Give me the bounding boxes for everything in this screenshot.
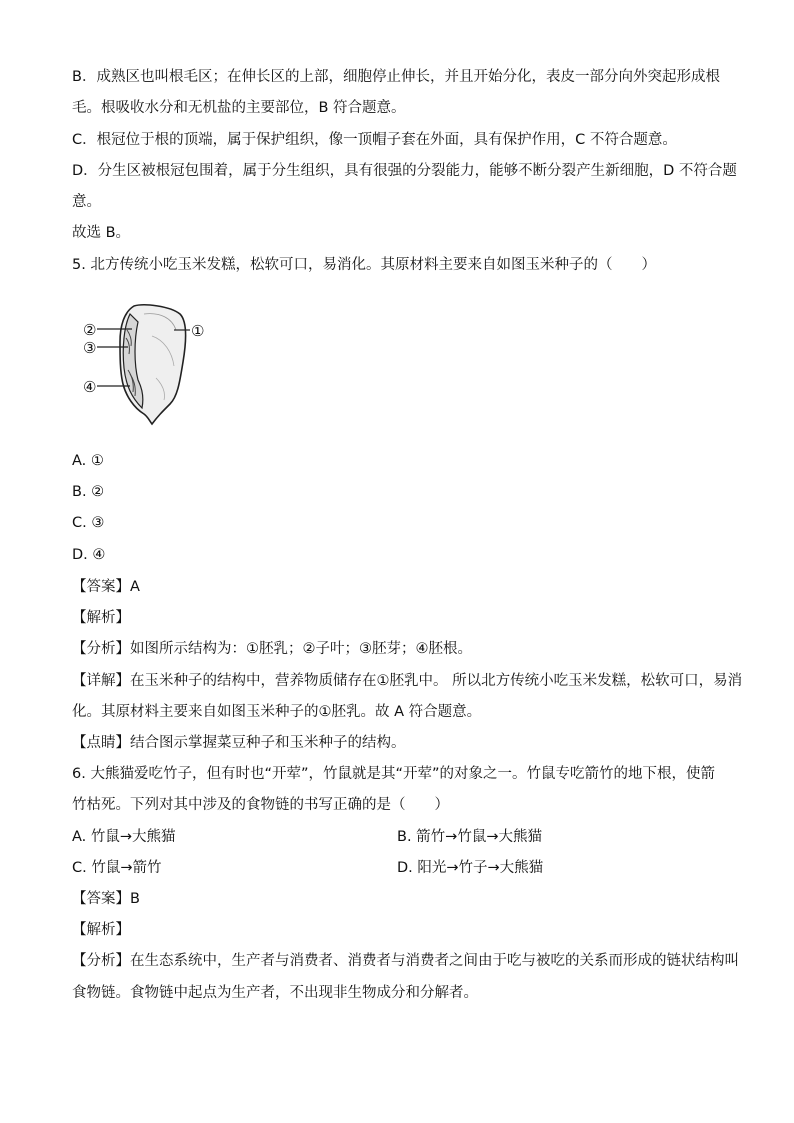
q6-stem-line-2: 竹枯死。下列对其中涉及的食物链的书写正确的是（ ） [72,797,449,813]
q6-option-a: A. 竹鼠→大熊猫 [72,829,176,845]
option-d-line-1: D．分生区被根冠包围着，属于分生组织，具有很强的分裂能力，能够不断分裂产生新细胞，D 不符合题 [72,163,737,179]
q6-option-c: C. 竹鼠→箭竹 [72,860,162,876]
label-2: ② [83,321,97,339]
option-d-line-2: 意。 [72,194,101,210]
q6-stem-line-1: 6. 大熊猫爱吃竹子，但有时也“开荤”，竹鼠就是其“开荤”的对象之一。竹鼠专吃箭竹的地下根，使箭 [72,766,715,782]
q6-analysis-title: 【解析】 [72,922,130,938]
corn-seed-illustration [72,300,232,430]
corn-seed-diagram [72,300,232,430]
q5-analysis-title: 【解析】 [72,610,130,626]
q6-option-d: D. 阳光→竹子→大熊猫 [397,860,544,876]
q5-option-a: A. ① [72,453,104,469]
q5-option-d: D. ④ [72,547,106,563]
option-b-line-1: B．成熟区也叫根毛区；在伸长区的上部，细胞停止伸长，并且开始分化，表皮一部分向外突起形成根 [72,69,720,85]
option-c-line: C．根冠位于根的顶端，属于保护组织，像一顶帽子套在外面，具有保护作用，C 不符合题意。 [72,132,677,148]
q5-dianjing: 【点睛】结合图示掌握菜豆种子和玉米种子的结构。 [72,735,406,751]
label-3: ③ [83,339,97,357]
option-b-line-2: 毛。根吸收水分和无机盐的主要部位，B 符合题意。 [72,100,406,116]
label-4: ④ [83,378,97,396]
q5-option-b: B. ② [72,484,105,500]
q5-option-c: C. ③ [72,515,105,531]
q6-fenxi-line-2: 食物链。食物链中起点为生产者，不出现非生物成分和分解者。 [72,985,478,1001]
q6-option-b: B. 箭竹→竹鼠→大熊猫 [397,829,542,845]
q6-fenxi-line-1: 【分析】在生态系统中，生产者与消费者、消费者与消费者之间由于吃与被吃的关系而形成的链状结构叫 [72,953,739,969]
q5-xiangjie-line-1: 【详解】在玉米种子的结构中，营养物质储存在①胚乳中。 所以北方传统小吃玉米发糕，松软可口，易消 [72,673,743,689]
label-1: ① [191,322,205,340]
q5-answer: 【答案】A [72,579,140,595]
q5-fenxi: 【分析】如图所示结构为：①胚乳；②子叶；③胚芽；④胚根。 [72,641,472,657]
q5-xiangjie-line-2: 化。其原材料主要来自如图玉米种子的①胚乳。故 A 符合题意。 [72,704,482,720]
q5-stem: 5. 北方传统小吃玉米发糕，松软可口，易消化。其原材料主要来自如图玉米种子的（ ） [72,257,656,273]
q6-answer: 【答案】B [72,891,140,907]
choose-line: 故选 B。 [72,225,131,241]
